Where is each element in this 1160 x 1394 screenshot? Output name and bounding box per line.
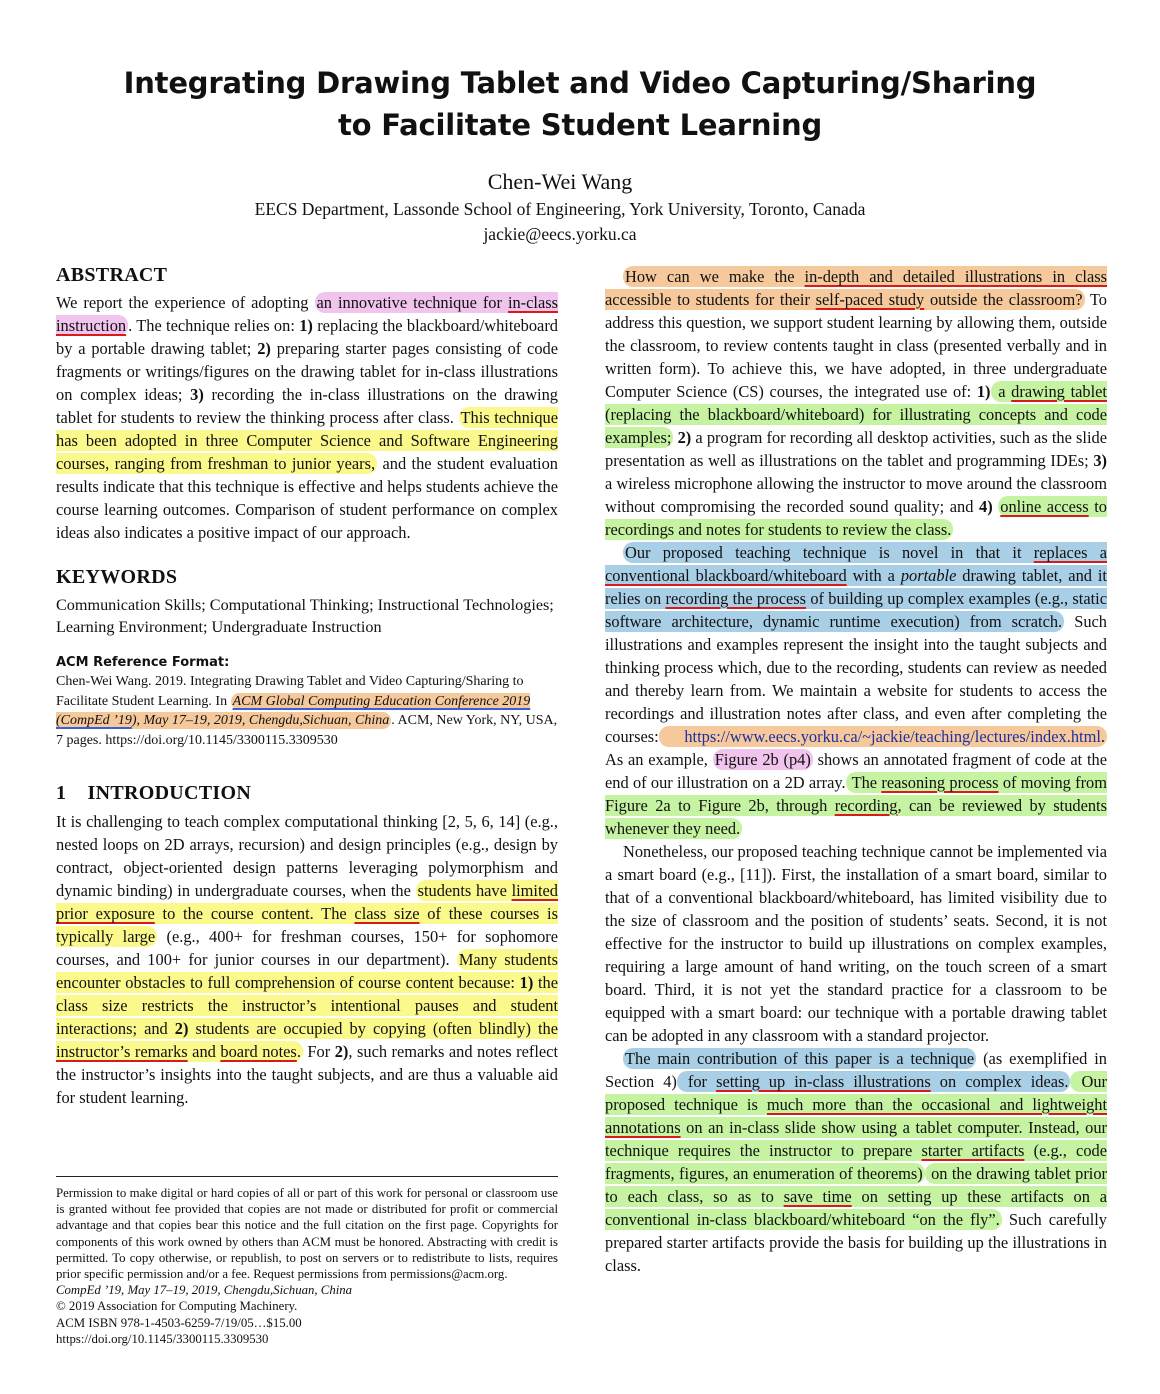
footnote-venue [56, 1282, 558, 1298]
body-underline: recording the process [665, 589, 807, 608]
body-highlight: , can be reviewed by students whenever they need. [605, 796, 1107, 838]
body-highlight: to recordings and notes for students to review the class. [605, 497, 1107, 539]
list-number: 3) [190, 385, 204, 404]
body-italic: portable [900, 566, 957, 585]
body-underline: in-depth and detailed illustrations in class [804, 267, 1107, 286]
body-highlight: of moving from Figure 2a to Figure 2b, through [605, 773, 1107, 815]
venue-date: ), May 17–19, 2019, Chengdu,Sichuan, China [131, 713, 390, 728]
list-number: 4) [979, 497, 993, 516]
right-paragraph-4 [605, 1047, 1107, 1277]
introduction-body [56, 810, 558, 1109]
intro-highlight: and [187, 1042, 221, 1061]
course-website-link[interactable]: https://www.eecs.yorku.ca/~jackie/teaching/lectures/index.html [660, 727, 1101, 746]
abstract-text: . The technique relies on: [128, 316, 300, 335]
abstract-highlight: an innovative technique for [316, 293, 508, 312]
body-highlight: How can we make the [625, 267, 805, 286]
acm-reference-part: Chen-Wei Wang. 2019. Integrating Drawing Tablet and Video Capturing/Sharing to Facilitate Student Learning. In [56, 674, 524, 709]
body-highlight: The [847, 773, 882, 792]
body-highlight: drawing tablet, and it relies on [605, 566, 1107, 608]
paper-title [40, 62, 1120, 146]
author-name: Chen-Wei Wang [487, 169, 633, 194]
list-number: 1) [519, 973, 534, 992]
acm-reference-part: . ACM, New York, NY, USA, 7 pages. https://doi.org/10.1145/3300115.3309530 [56, 713, 558, 748]
body-highlight: on an in-class slide show using a tablet computer. Instead, our technique requires the instructor to prepare [605, 1118, 1107, 1160]
venue-short: CompEd ’19 [60, 713, 132, 728]
highlight-blue: The main contribution of this paper is a technique [625, 1049, 975, 1068]
venue-name: ACM Global Computing Education Conference 2019 ( [56, 693, 531, 728]
list-number: 2) [334, 1042, 349, 1061]
author-affiliation: EECS Department, Lassonde School of Engineering, York University, Toronto, Canada [254, 199, 866, 219]
copyright-line: © 2019 Association for Computing Machinery. [56, 1299, 298, 1314]
right-paragraph-2 [605, 541, 1107, 840]
intro-underline: instructor’s remarks [56, 1042, 188, 1061]
highlight-orange [659, 726, 1107, 747]
list-number: 2) [257, 339, 271, 358]
body-text: a wireless microphone allowing the instructor to move around the classroom without compromising the recorded sound quality; and [605, 474, 1107, 516]
body-highlight: Our proposed teaching technique is novel in that it [625, 543, 1034, 562]
list-number: 1) [976, 382, 991, 401]
body-text: To address this question, we support student learning by allowing them, outside the classroom, to review contents taught in class (presented verbally and in written form). To achieve this, we have adopted, in three undergraduate Computer Science (CS) courses, the integrated use of: [605, 290, 1107, 401]
abstract-text: and the student evaluation results indicate that this technique is effective and helps students achieve the course learning outcomes. Comparison of student performance on complex ideas also indicates a positive impact of our approach. [56, 454, 558, 542]
body-underline: online access [1000, 497, 1089, 516]
acm-reference-heading: ACM Reference Format: [56, 655, 230, 670]
body-text: Such illustrations and examples represent the insight into the taught subjects and thinking process which, due to the recording, students can review as needed and thereby learn from. We maintain a website for students to access the recordings and illustration notes after class, and even after completing the courses: [605, 612, 1107, 746]
intro-underline: board notes [220, 1042, 297, 1061]
footnote-rule [56, 1176, 558, 1177]
abstract-body [56, 291, 558, 544]
body-highlight: of building up complex examples (e.g., static software architecture, dynamic runtime execution) from scratch. [605, 589, 1107, 631]
permission-notice: Permission to make digital or hard copies of all or part of this work for personal or classroom use is granted without fee provided that copies are not made or distributed for profit or commercial advantage and that copies bear this notice and the full citation on the first page. Copyrights for components of this work owned by others than ACM must be honored. Abstracting with credit is permitted. To copy otherwise, or republish, to post on servers or to redistribute to lists, requires prior specific permission and/or a fee. Request permissions from permissions@acm.org. [56, 1186, 558, 1282]
abstract-heading: ABSTRACT [56, 264, 168, 286]
highlight-orange [605, 266, 1107, 310]
body-underline: save time [783, 1187, 852, 1206]
body-highlight: outside the classroom? [924, 290, 1083, 309]
intro-text: It is challenging to teach complex computational thinking [2, 5, 6, 14] (e.g., nested loops on 2D arrays, recursion) and design principles (e.g., design by contract, object-oriented design patterns leveraging polymorphism and dynamic binding) in undergraduate courses, when the [56, 812, 558, 900]
intro-text: , such remarks and notes reflect the instructor’s insights into the taught subjects, and are thus a valuable aid for student learning. [56, 1042, 559, 1107]
author-email: jackie@eecs.yorku.ca [483, 224, 637, 244]
body-underline: much more than the occasional and lightweight annotations [605, 1095, 1108, 1137]
right-paragraph-3: Nonetheless, our proposed teaching technique cannot be implemented via a smart board (e.g., [11]). First, the installation of a smart board, similar to that of a conventional blackboard/whiteboard, has limited visibility due to the size of classroom and the position of students’ seats. Second, it is not effective for the instructor to build up illustrations on complex examples, requiring a large amount of hand writing, on the touch screen of a smart board. Third, it is not yet the standard practice for a classroom to be equipped with a smart board: our technique with a portable drawing tablet can be adopted in any classroom with a standard projector. [605, 842, 1107, 1045]
list-number: 2) [174, 1019, 189, 1038]
intro-highlight: . [296, 1042, 301, 1061]
body-text: (as exemplified in Section 4) [605, 1049, 1108, 1091]
right-column [605, 265, 1107, 1277]
highlight-yellow: This technique has been adopted in three Computer Science and Software Engineering courses, ranging from freshman to junior years, [56, 408, 558, 473]
abstract-text: preparing starter pages consisting of code fragments or writings/figures on the drawing tablet for in-class illustrations on complex ideas; [56, 339, 558, 404]
abstract-text: replacing the blackboard/whiteboard by a portable drawing tablet; [56, 316, 558, 358]
left-column [56, 262, 558, 1109]
footnote-venue-text: CompEd ’19, May 17–19, 2019, Chengdu,Sichuan, China [56, 1283, 353, 1298]
acm-reference-text [56, 672, 558, 750]
keywords-text: Communication Skills; Computational Thinking; Instructional Technologies; Learning Environment; Undergraduate Instruction [56, 596, 554, 636]
intro-underline: class size [354, 904, 420, 923]
body-text: a program for recording all desktop activities, such as the slide presentation as well as illustrations on the tablet and programming IDEs; [605, 428, 1107, 470]
body-highlight: on setting up these artifacts on a conventional in-class blackboard/whiteboard “on the fly”. [605, 1187, 1108, 1229]
intro-highlight: Many students encounter obstacles to full comprehension of course content because: [56, 950, 558, 992]
body-underline: self-paced study [815, 290, 925, 309]
keywords-heading: KEYWORDS [56, 566, 178, 588]
title-line-1: Integrating Drawing Tablet and Video Capturing/Sharing [123, 66, 1037, 100]
body-underline: recording [834, 796, 898, 815]
intro-highlight: the class size restricts the instructor’s intentional pauses and student interactions; and [56, 973, 558, 1038]
intro-highlight: to the course content. The [154, 904, 355, 923]
highlight-blue [605, 542, 1107, 632]
body-underline: setting up in-class illustrations [716, 1072, 931, 1091]
body-highlight: . [1100, 727, 1105, 746]
figure-reference[interactable]: Figure 2b (p4) [714, 750, 811, 769]
list-number: 1) [299, 316, 313, 335]
abstract-text: We report the experience of adopting [56, 293, 315, 312]
body-highlight: with a [846, 566, 901, 585]
body-underline: reasoning process [881, 773, 999, 792]
body-highlight: a [992, 382, 1012, 401]
isbn-line: ACM ISBN 978-1-4503-6259-7/19/05…$15.00 [56, 1315, 302, 1330]
footnote [56, 1185, 558, 1347]
abstract-underline: in-class instruction [56, 293, 559, 335]
list-number: 3) [1093, 451, 1107, 470]
intro-text: For [302, 1042, 335, 1061]
title-line-2: to Facilitate Student Learning [337, 108, 823, 142]
introduction-heading: 1 INTRODUCTION [56, 782, 252, 804]
body-text: shows an annotated fragment of code at the end of our illustration on a 2D array. [605, 750, 1107, 792]
body-highlight: Our proposed technique is [605, 1072, 1108, 1114]
highlight-blue [677, 1071, 1071, 1092]
intro-highlight: of these courses is typically large [56, 904, 558, 946]
body-highlight: (e.g., code fragments, figures, an enumeration of theorems) [605, 1141, 1107, 1183]
body-underline: replaces a conventional blackboard/whiteboard [605, 543, 1107, 585]
body-highlight: for [678, 1072, 717, 1091]
abstract-text: recording the in-class illustrations on the drawing tablet for students to review the thinking process after class. [56, 385, 558, 427]
body-text: As an example, [605, 750, 713, 769]
body-underline: starter artifacts [921, 1141, 1025, 1160]
body-highlight: on complex ideas. [930, 1072, 1069, 1091]
intro-highlight: students are occupied by copying (often blindly) the [188, 1019, 558, 1038]
intro-underline: limited prior exposure [56, 881, 558, 923]
body-highlight: (replacing the blackboard/whiteboard) for illustrating concepts and code examples; [605, 405, 1107, 447]
body-highlight: accessible to students for their [605, 290, 816, 309]
intro-text: (e.g., 400+ for freshman courses, 150+ for sophomore courses, and 100+ for junior courses in our department). [56, 927, 558, 969]
right-paragraph-1 [605, 265, 1107, 541]
body-highlight: on the drawing tablet prior to each class, so as to [605, 1164, 1107, 1206]
doi-line: https://doi.org/10.1145/3300115.3309530 [56, 1331, 269, 1346]
intro-highlight: students have [417, 881, 512, 900]
body-underline: drawing tablet [1011, 382, 1107, 401]
list-number: 2) [677, 428, 692, 447]
body-text: Such carefully prepared starter artifacts provide the basis for building up the illustrations in class. [605, 1210, 1108, 1275]
